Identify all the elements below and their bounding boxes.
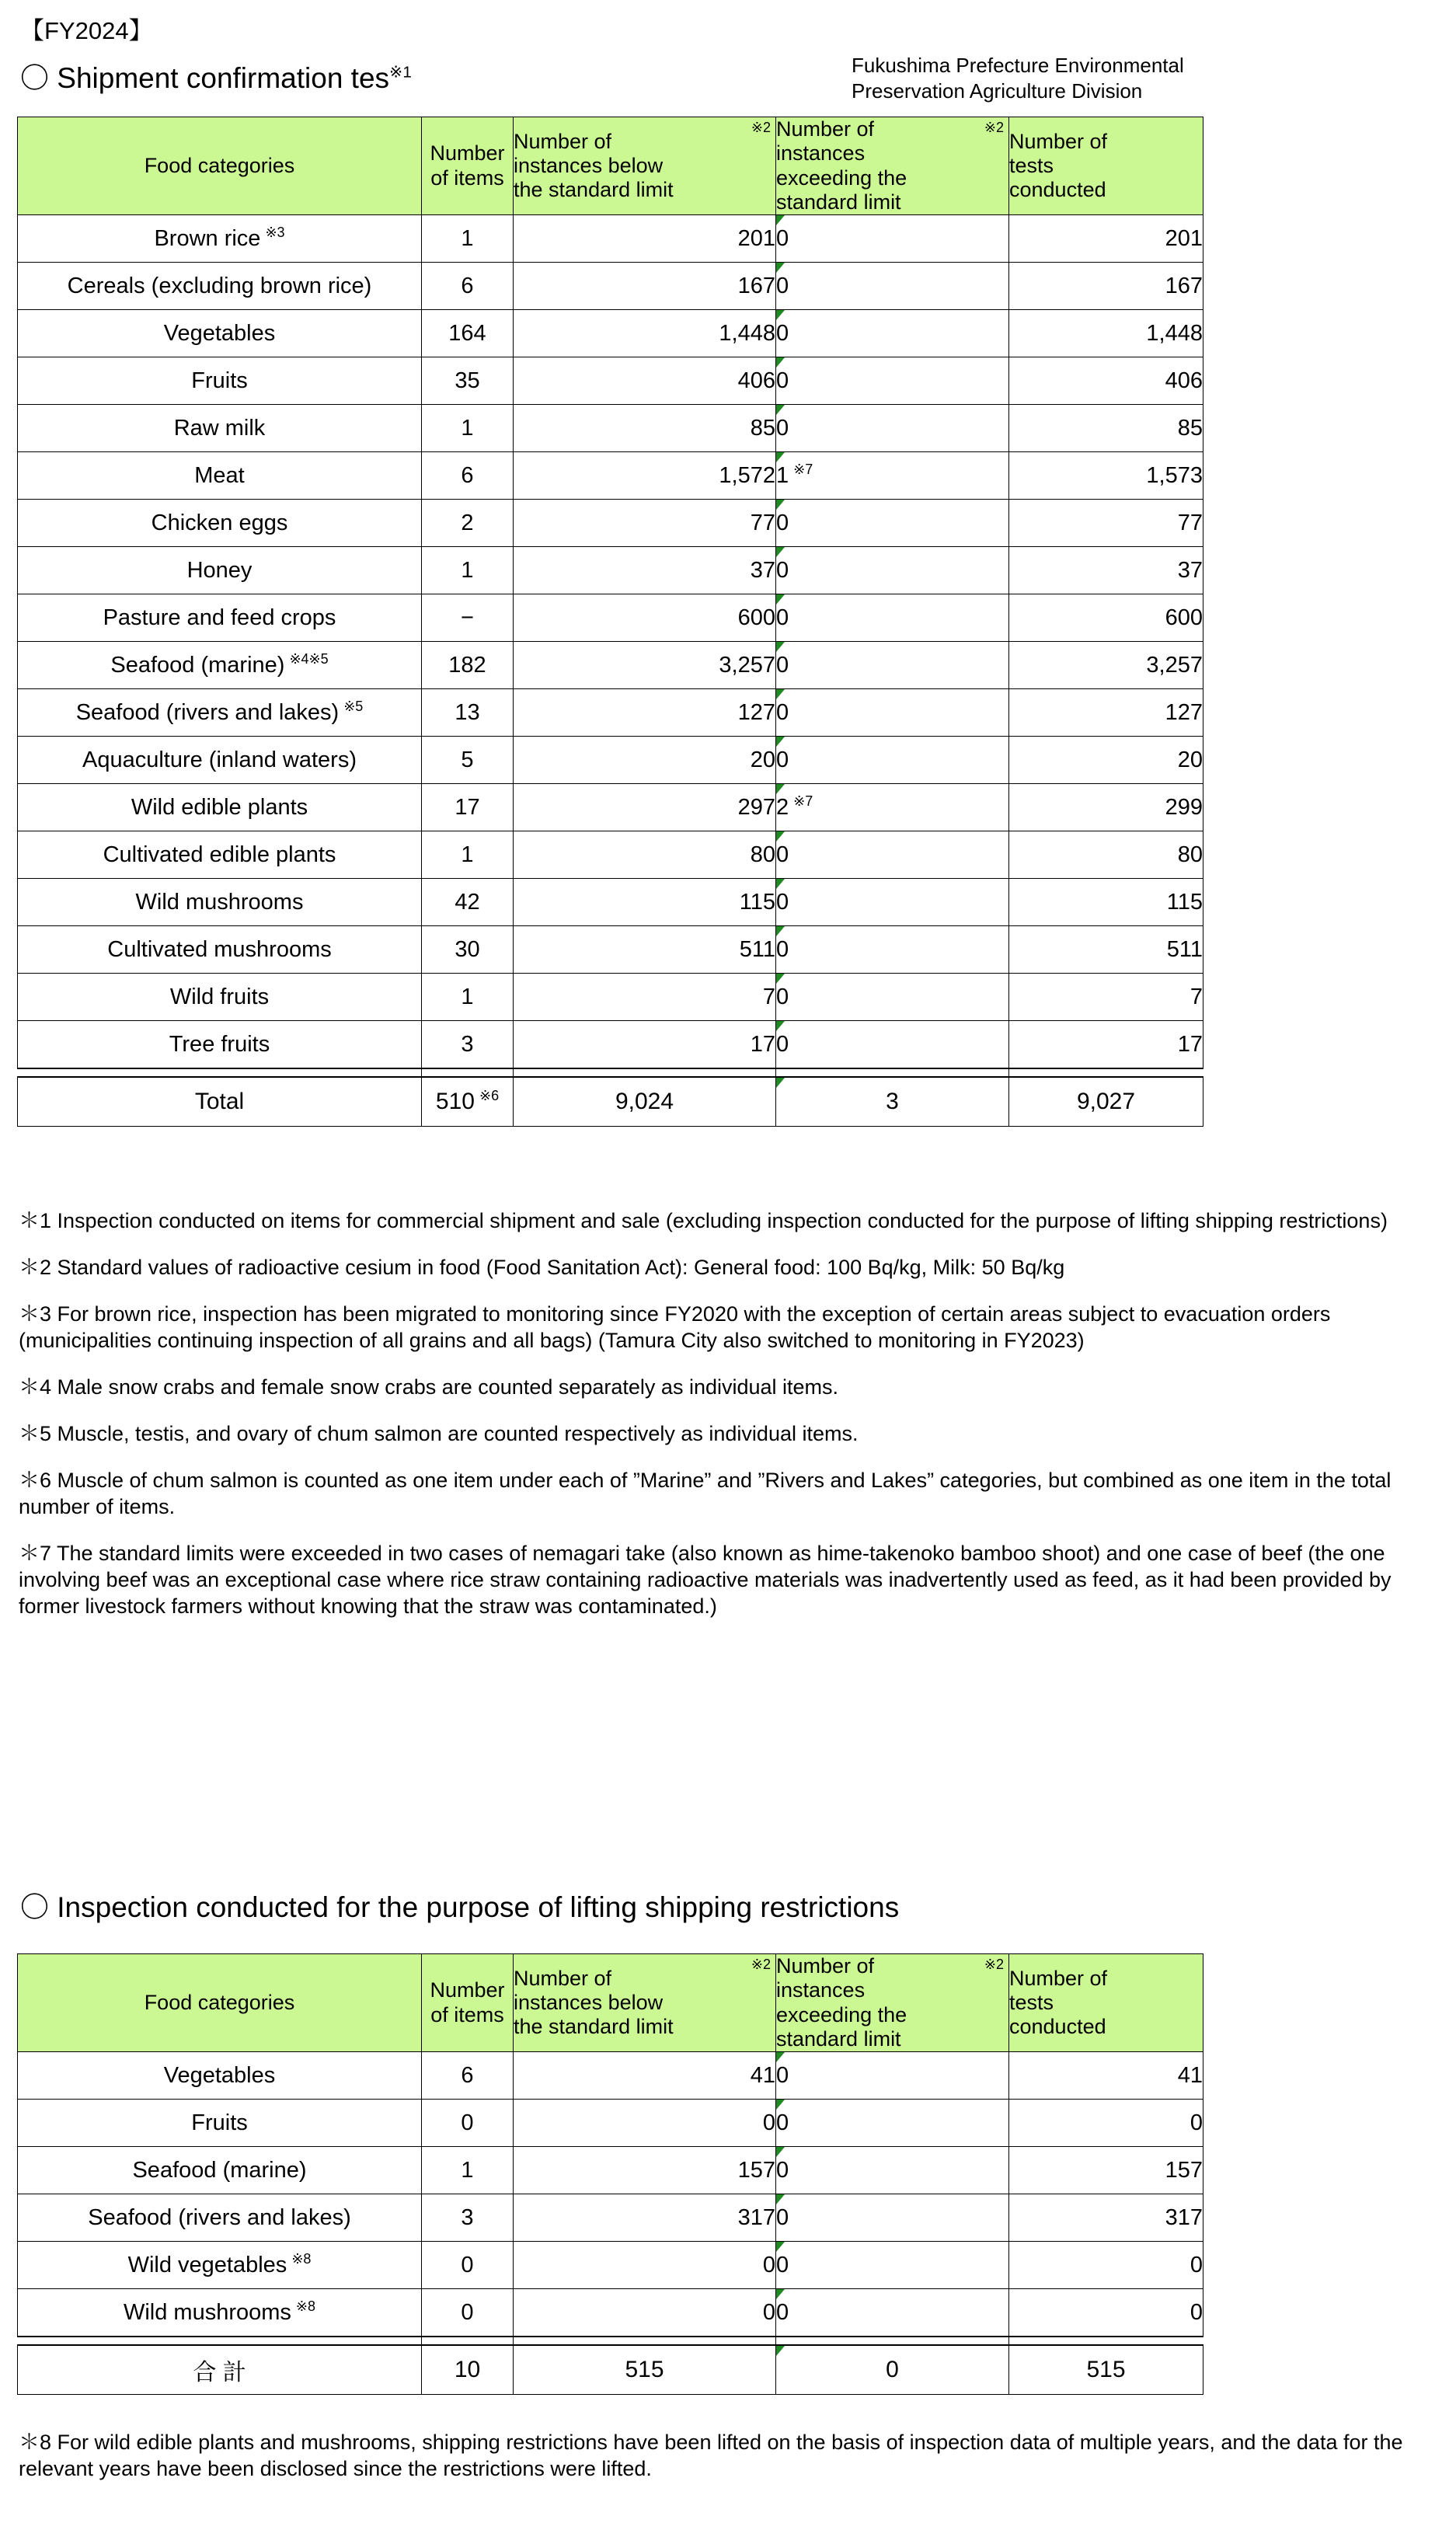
total-separator bbox=[18, 2337, 1203, 2345]
table-row bbox=[18, 737, 1203, 784]
cell-below-standard-limit: 1,448 bbox=[514, 310, 776, 357]
col-header-food-categories-label: Food categories bbox=[144, 153, 295, 177]
fiscal-year-label: 【FY2024】 bbox=[20, 17, 153, 44]
col-header-food-categories bbox=[18, 117, 422, 215]
cell-number-of-items: 17 bbox=[422, 784, 514, 831]
cell-below-standard-limit: 37 bbox=[514, 547, 776, 594]
cell-total-items: 10 bbox=[422, 2345, 514, 2395]
col-header-below-line-3: the standard limit bbox=[514, 178, 674, 202]
cell-food-category: Fruits bbox=[18, 2100, 422, 2147]
cell-exceeding-standard-limit: 0 bbox=[776, 2100, 1009, 2147]
table-1-header bbox=[18, 117, 1203, 215]
cell-exceeding-standard-limit: 0 bbox=[776, 2147, 1009, 2194]
cell-food-category: Vegetables bbox=[18, 310, 422, 357]
exceeding-note: ※7 bbox=[793, 462, 813, 478]
total-separator-cell bbox=[514, 2337, 776, 2345]
col2-header-below-note: ※2 bbox=[751, 1957, 771, 1972]
cell-number-of-items: 35 bbox=[422, 357, 514, 405]
category-note: ※8 bbox=[295, 2298, 316, 2314]
cell-exceeding-standard-limit: 0 bbox=[776, 547, 1009, 594]
cell-number-of-items: 0 bbox=[422, 2289, 514, 2337]
table-row bbox=[18, 547, 1203, 594]
cell-total-exceeding: 0 bbox=[776, 2345, 1009, 2395]
col2-header-tests-line-2: tests bbox=[1009, 1990, 1054, 2014]
col2-header-below-line-3: the standard limit bbox=[514, 2015, 674, 2039]
cell-food-category: Seafood (marine) $^{※4※5}$ bbox=[18, 642, 422, 689]
category-note: ※5 bbox=[343, 699, 364, 715]
total-row bbox=[18, 2345, 1203, 2395]
cell-total-label: 合 計 bbox=[18, 2345, 422, 2395]
total-separator-cell bbox=[18, 1068, 422, 1077]
cell-food-category: Brown rice $^{※3}$ bbox=[18, 215, 422, 263]
cell-exceeding-standard-limit: 0 bbox=[776, 879, 1009, 926]
cell-tests-conducted: 37 bbox=[1009, 547, 1203, 594]
cell-number-of-items: 1 bbox=[422, 2147, 514, 2194]
table-row bbox=[18, 1021, 1203, 1068]
col-header-below-standard-limit bbox=[514, 117, 776, 215]
col2-header-below-standard-limit bbox=[514, 1954, 776, 2052]
cell-exceeding-standard-limit: 0 bbox=[776, 737, 1009, 784]
cell-number-of-items: 3 bbox=[422, 1021, 514, 1068]
cell-number-of-items: 30 bbox=[422, 926, 514, 974]
cell-number-of-items: 3 bbox=[422, 2194, 514, 2242]
section-1-heading bbox=[20, 54, 412, 96]
cell-food-category: Chicken eggs bbox=[18, 500, 422, 547]
cell-below-standard-limit: 406 bbox=[514, 357, 776, 405]
lifting-restrictions-table-wrap bbox=[17, 1953, 1203, 2395]
cell-food-category: Vegetables bbox=[18, 2052, 422, 2100]
cell-number-of-items: 6 bbox=[422, 2052, 514, 2100]
cell-below-standard-limit: 297 bbox=[514, 784, 776, 831]
table-row bbox=[18, 2242, 1203, 2289]
cell-number-of-items: 13 bbox=[422, 689, 514, 737]
table-row bbox=[18, 689, 1203, 737]
col-header-over-line-4: standard limit bbox=[776, 190, 901, 214]
col2-header-tests-line-3: conducted bbox=[1009, 2015, 1106, 2039]
table-row bbox=[18, 500, 1203, 547]
cell-exceeding-standard-limit: 0 bbox=[776, 215, 1009, 263]
footnote: ＊8 For wild edible plants and mushrooms, shipping restrictions have been lifted on the basis of inspection data of multiple years, and the data for the relevant years have been disclosed since the restrictions were lifted. bbox=[19, 2431, 1403, 2481]
col2-header-tests-conducted bbox=[1009, 1954, 1203, 2052]
cell-food-category: Seafood (marine) bbox=[18, 2147, 422, 2194]
issuing-organization bbox=[852, 53, 1184, 105]
table-row bbox=[18, 2289, 1203, 2337]
col-header-items-line-1: Number bbox=[430, 141, 505, 166]
total-separator-cell bbox=[776, 1068, 1009, 1077]
table-row bbox=[18, 215, 1203, 263]
cell-food-category: Seafood (rivers and lakes) bbox=[18, 2194, 422, 2242]
category-note: ※8 bbox=[291, 2251, 312, 2267]
cell-tests-conducted: 0 bbox=[1009, 2242, 1203, 2289]
cell-below-standard-limit: 157 bbox=[514, 2147, 776, 2194]
col2-header-over-line-1: Number of bbox=[776, 1954, 875, 1978]
cell-tests-conducted: 0 bbox=[1009, 2289, 1203, 2337]
table-row bbox=[18, 784, 1203, 831]
cell-below-standard-limit: 41 bbox=[514, 2052, 776, 2100]
cell-exceeding-standard-limit: 0 bbox=[776, 2052, 1009, 2100]
footnotes-section-1 bbox=[19, 1208, 1422, 1619]
cell-number-of-items: − bbox=[422, 594, 514, 642]
footnote: ＊5 Muscle, testis, and ovary of chum salmon are counted respectively as individual items. bbox=[19, 1422, 859, 1446]
cell-exceeding-standard-limit: 0 bbox=[776, 357, 1009, 405]
cell-food-category: Wild mushrooms $^{※8}$ bbox=[18, 2289, 422, 2337]
total-separator bbox=[18, 1068, 1203, 1077]
table-row bbox=[18, 452, 1203, 500]
cell-exceeding-standard-limit: 0 bbox=[776, 500, 1009, 547]
table-row bbox=[18, 2147, 1203, 2194]
cell-exceeding-standard-limit: 0 bbox=[776, 642, 1009, 689]
cell-number-of-items: 2 bbox=[422, 500, 514, 547]
cell-total-below: 9,024 bbox=[514, 1077, 776, 1127]
table-row bbox=[18, 879, 1203, 926]
cell-exceeding-standard-limit: 2 $^{※7}$ bbox=[776, 784, 1009, 831]
col2-header-below-line-1: Number of bbox=[514, 1966, 612, 1990]
cell-below-standard-limit: 3,257 bbox=[514, 642, 776, 689]
cell-exceeding-standard-limit: 0 bbox=[776, 974, 1009, 1021]
col2-header-items-line-2: of items bbox=[430, 2002, 504, 2026]
cell-below-standard-limit: 115 bbox=[514, 879, 776, 926]
section-2-heading bbox=[20, 1884, 899, 1925]
col-header-tests-line-2: tests bbox=[1009, 153, 1054, 177]
cell-exceeding-standard-limit: 0 bbox=[776, 926, 1009, 974]
cell-below-standard-limit: 127 bbox=[514, 689, 776, 737]
cell-food-category: Wild vegetables $^{※8}$ bbox=[18, 2242, 422, 2289]
cell-total-items: 510 $^{※6}$ bbox=[422, 1077, 514, 1127]
col-header-exceeding-standard-limit bbox=[776, 117, 1009, 215]
total-separator-cell bbox=[1009, 2337, 1203, 2345]
col-header-number-of-items bbox=[422, 117, 514, 215]
lifting-restrictions-table bbox=[17, 1953, 1203, 2395]
cell-food-category: Raw milk bbox=[18, 405, 422, 452]
col2-header-tests-line-1: Number of bbox=[1009, 1966, 1108, 1990]
cell-below-standard-limit: 167 bbox=[514, 263, 776, 310]
cell-tests-conducted: 77 bbox=[1009, 500, 1203, 547]
cell-tests-conducted: 600 bbox=[1009, 594, 1203, 642]
footnotes-section-2 bbox=[19, 2429, 1422, 2482]
cell-below-standard-limit: 80 bbox=[514, 831, 776, 879]
cell-tests-conducted: 317 bbox=[1009, 2194, 1203, 2242]
col-header-over-line-2: instances bbox=[776, 141, 866, 166]
cell-number-of-items: 6 bbox=[422, 263, 514, 310]
section-1-heading-text: 〇 Shipment confirmation tes bbox=[20, 62, 390, 94]
cell-below-standard-limit: 600 bbox=[514, 594, 776, 642]
table-2-body bbox=[18, 2052, 1203, 2395]
table-2-header bbox=[18, 1954, 1203, 2052]
col2-header-over-line-4: standard limit bbox=[776, 2026, 901, 2051]
shipment-confirmation-table bbox=[17, 117, 1203, 1127]
total-separator-cell bbox=[776, 2337, 1009, 2345]
cell-total-tests: 9,027 bbox=[1009, 1077, 1203, 1127]
table-1-body bbox=[18, 215, 1203, 1127]
col2-header-items-line-1: Number bbox=[430, 1978, 505, 2002]
cell-number-of-items: 164 bbox=[422, 310, 514, 357]
table-row bbox=[18, 2100, 1203, 2147]
col-header-below-line-1: Number of bbox=[514, 129, 612, 153]
cell-number-of-items: 1 bbox=[422, 831, 514, 879]
cell-exceeding-standard-limit: 1 $^{※7}$ bbox=[776, 452, 1009, 500]
cell-below-standard-limit: 17 bbox=[514, 1021, 776, 1068]
col-header-over-line-1: Number of bbox=[776, 117, 875, 141]
cell-number-of-items: 0 bbox=[422, 2100, 514, 2147]
cell-exceeding-standard-limit: 0 bbox=[776, 1021, 1009, 1068]
cell-exceeding-standard-limit: 0 bbox=[776, 831, 1009, 879]
table-row bbox=[18, 405, 1203, 452]
cell-number-of-items: 182 bbox=[422, 642, 514, 689]
cell-tests-conducted: 115 bbox=[1009, 879, 1203, 926]
cell-tests-conducted: 80 bbox=[1009, 831, 1203, 879]
cell-exceeding-standard-limit: 0 bbox=[776, 263, 1009, 310]
cell-food-category: Honey bbox=[18, 547, 422, 594]
cell-below-standard-limit: 20 bbox=[514, 737, 776, 784]
cell-tests-conducted: 3,257 bbox=[1009, 642, 1203, 689]
col-header-tests-line-1: Number of bbox=[1009, 129, 1108, 153]
col-header-over-note: ※2 bbox=[984, 120, 1004, 135]
cell-below-standard-limit: 1,572 bbox=[514, 452, 776, 500]
section-1-heading-note: ※1 bbox=[389, 63, 412, 82]
organization-line-2: Preservation Agriculture Division bbox=[852, 79, 1143, 103]
cell-food-category: Tree fruits bbox=[18, 1021, 422, 1068]
total-row bbox=[18, 1077, 1203, 1127]
cell-number-of-items: 6 bbox=[422, 452, 514, 500]
cell-exceeding-standard-limit: 0 bbox=[776, 2289, 1009, 2337]
cell-tests-conducted: 17 bbox=[1009, 1021, 1203, 1068]
col2-header-below-line-2: instances below bbox=[514, 1990, 664, 2014]
shipment-confirmation-table-wrap bbox=[17, 117, 1203, 1127]
footnote: ＊3 For brown rice, inspection has been migrated to monitoring since FY2020 with the exception of certain areas subject to evacuation orders (municipalities continuing inspection of all grains and all bags) (Tamura City also switched to monitoring in FY2023) bbox=[19, 1302, 1331, 1353]
footnote: ＊7 The standard limits were exceeded in two cases of nemagari take (also known as hime-takenoko bamboo shoot) and one case of beef (the one involving beef was an exceptional case where rice straw containing radioactive materials was inadvertently used as feed, as it had been provided by former livestock farmers without knowing that the straw was contaminated.) bbox=[19, 1542, 1392, 1619]
cell-tests-conducted: 0 bbox=[1009, 2100, 1203, 2147]
cell-food-category: Wild edible plants bbox=[18, 784, 422, 831]
cell-below-standard-limit: 317 bbox=[514, 2194, 776, 2242]
cell-food-category: Seafood (rivers and lakes) $^{※5}$ bbox=[18, 689, 422, 737]
cell-food-category: Cereals (excluding brown rice) bbox=[18, 263, 422, 310]
col2-header-over-line-2: instances bbox=[776, 1978, 866, 2002]
cell-tests-conducted: 299 bbox=[1009, 784, 1203, 831]
col2-header-exceeding-standard-limit bbox=[776, 1954, 1009, 2052]
cell-below-standard-limit: 0 bbox=[514, 2289, 776, 2337]
footnote: ＊6 Muscle of chum salmon is counted as one item under each of ”Marine” and ”Rivers and Lakes” categories, but combined as one item in the total number of items. bbox=[19, 1469, 1392, 1519]
cell-number-of-items: 5 bbox=[422, 737, 514, 784]
total-separator-cell bbox=[514, 1068, 776, 1077]
organization-line-1: Fukushima Prefecture Environmental bbox=[852, 54, 1184, 77]
category-note: ※3 bbox=[265, 225, 285, 241]
cell-number-of-items: 1 bbox=[422, 405, 514, 452]
cell-tests-conducted: 127 bbox=[1009, 689, 1203, 737]
total-separator-cell bbox=[422, 1068, 514, 1077]
cell-below-standard-limit: 201 bbox=[514, 215, 776, 263]
total-items-note: ※6 bbox=[479, 1088, 500, 1103]
table-row bbox=[18, 831, 1203, 879]
cell-below-standard-limit: 7 bbox=[514, 974, 776, 1021]
cell-food-category: Cultivated mushrooms bbox=[18, 926, 422, 974]
table-row bbox=[18, 974, 1203, 1021]
col-header-below-line-2: instances below bbox=[514, 153, 664, 177]
cell-food-category: Cultivated edible plants bbox=[18, 831, 422, 879]
cell-exceeding-standard-limit: 0 bbox=[776, 405, 1009, 452]
cell-exceeding-standard-limit: 0 bbox=[776, 594, 1009, 642]
cell-below-standard-limit: 511 bbox=[514, 926, 776, 974]
col2-header-over-line-3: exceeding the bbox=[776, 2002, 907, 2026]
cell-tests-conducted: 1,573 bbox=[1009, 452, 1203, 500]
cell-tests-conducted: 406 bbox=[1009, 357, 1203, 405]
table-row bbox=[18, 357, 1203, 405]
total-separator-cell bbox=[422, 2337, 514, 2345]
cell-tests-conducted: 201 bbox=[1009, 215, 1203, 263]
cell-tests-conducted: 167 bbox=[1009, 263, 1203, 310]
total-separator-cell bbox=[1009, 1068, 1203, 1077]
cell-number-of-items: 42 bbox=[422, 879, 514, 926]
cell-food-category: Wild mushrooms bbox=[18, 879, 422, 926]
col2-header-food-categories bbox=[18, 1954, 422, 2052]
cell-exceeding-standard-limit: 0 bbox=[776, 689, 1009, 737]
cell-tests-conducted: 157 bbox=[1009, 2147, 1203, 2194]
col-header-over-line-3: exceeding the bbox=[776, 166, 907, 190]
cell-total-label: Total bbox=[18, 1077, 422, 1127]
cell-food-category: Fruits bbox=[18, 357, 422, 405]
cell-food-category: Pasture and feed crops bbox=[18, 594, 422, 642]
table-row bbox=[18, 310, 1203, 357]
table-2-header-row bbox=[18, 1954, 1203, 2052]
col-header-tests-line-3: conducted bbox=[1009, 178, 1106, 202]
exceeding-note: ※7 bbox=[793, 793, 813, 810]
cell-number-of-items: 0 bbox=[422, 2242, 514, 2289]
footnote: ＊1 Inspection conducted on items for commercial shipment and sale (excluding inspection conducted for the purpose of lifting shipping restrictions) bbox=[19, 1209, 1388, 1232]
table-row bbox=[18, 642, 1203, 689]
cell-tests-conducted: 7 bbox=[1009, 974, 1203, 1021]
category-note: ※4※5 bbox=[289, 651, 329, 667]
table-row bbox=[18, 926, 1203, 974]
col-header-items-line-2: of items bbox=[430, 166, 504, 190]
cell-tests-conducted: 85 bbox=[1009, 405, 1203, 452]
cell-tests-conducted: 1,448 bbox=[1009, 310, 1203, 357]
table-row bbox=[18, 263, 1203, 310]
cell-total-exceeding: 3 bbox=[776, 1077, 1009, 1127]
cell-total-below: 515 bbox=[514, 2345, 776, 2395]
cell-below-standard-limit: 0 bbox=[514, 2100, 776, 2147]
cell-total-tests: 515 bbox=[1009, 2345, 1203, 2395]
cell-number-of-items: 1 bbox=[422, 215, 514, 263]
cell-exceeding-standard-limit: 0 bbox=[776, 2242, 1009, 2289]
cell-below-standard-limit: 85 bbox=[514, 405, 776, 452]
col2-header-number-of-items bbox=[422, 1954, 514, 2052]
cell-food-category: Meat bbox=[18, 452, 422, 500]
col2-header-food-categories-label: Food categories bbox=[144, 1990, 295, 2014]
col-header-tests-conducted bbox=[1009, 117, 1203, 215]
col2-header-over-note: ※2 bbox=[984, 1957, 1004, 1972]
section-2-heading-text: 〇 Inspection conducted for the purpose of lifting shipping restrictions bbox=[20, 1891, 900, 1923]
table-row bbox=[18, 2052, 1203, 2100]
cell-below-standard-limit: 77 bbox=[514, 500, 776, 547]
cell-below-standard-limit: 0 bbox=[514, 2242, 776, 2289]
cell-food-category: Aquaculture (inland waters) bbox=[18, 737, 422, 784]
total-separator-cell bbox=[18, 2337, 422, 2345]
cell-number-of-items: 1 bbox=[422, 974, 514, 1021]
footnote: ＊2 Standard values of radioactive cesium in food (Food Sanitation Act): General food: 100 Bq/kg, Milk: 50 Bq/kg bbox=[19, 1256, 1065, 1280]
cell-food-category: Wild fruits bbox=[18, 974, 422, 1021]
cell-tests-conducted: 511 bbox=[1009, 926, 1203, 974]
cell-tests-conducted: 20 bbox=[1009, 737, 1203, 784]
cell-tests-conducted: 41 bbox=[1009, 2052, 1203, 2100]
col-header-below-note: ※2 bbox=[751, 120, 771, 135]
footnote: ＊4 Male snow crabs and female snow crabs are counted separately as individual items. bbox=[19, 1375, 839, 1399]
cell-exceeding-standard-limit: 0 bbox=[776, 310, 1009, 357]
cell-exceeding-standard-limit: 0 bbox=[776, 2194, 1009, 2242]
table-1-header-row bbox=[18, 117, 1203, 215]
cell-number-of-items: 1 bbox=[422, 547, 514, 594]
table-row bbox=[18, 594, 1203, 642]
table-row bbox=[18, 2194, 1203, 2242]
